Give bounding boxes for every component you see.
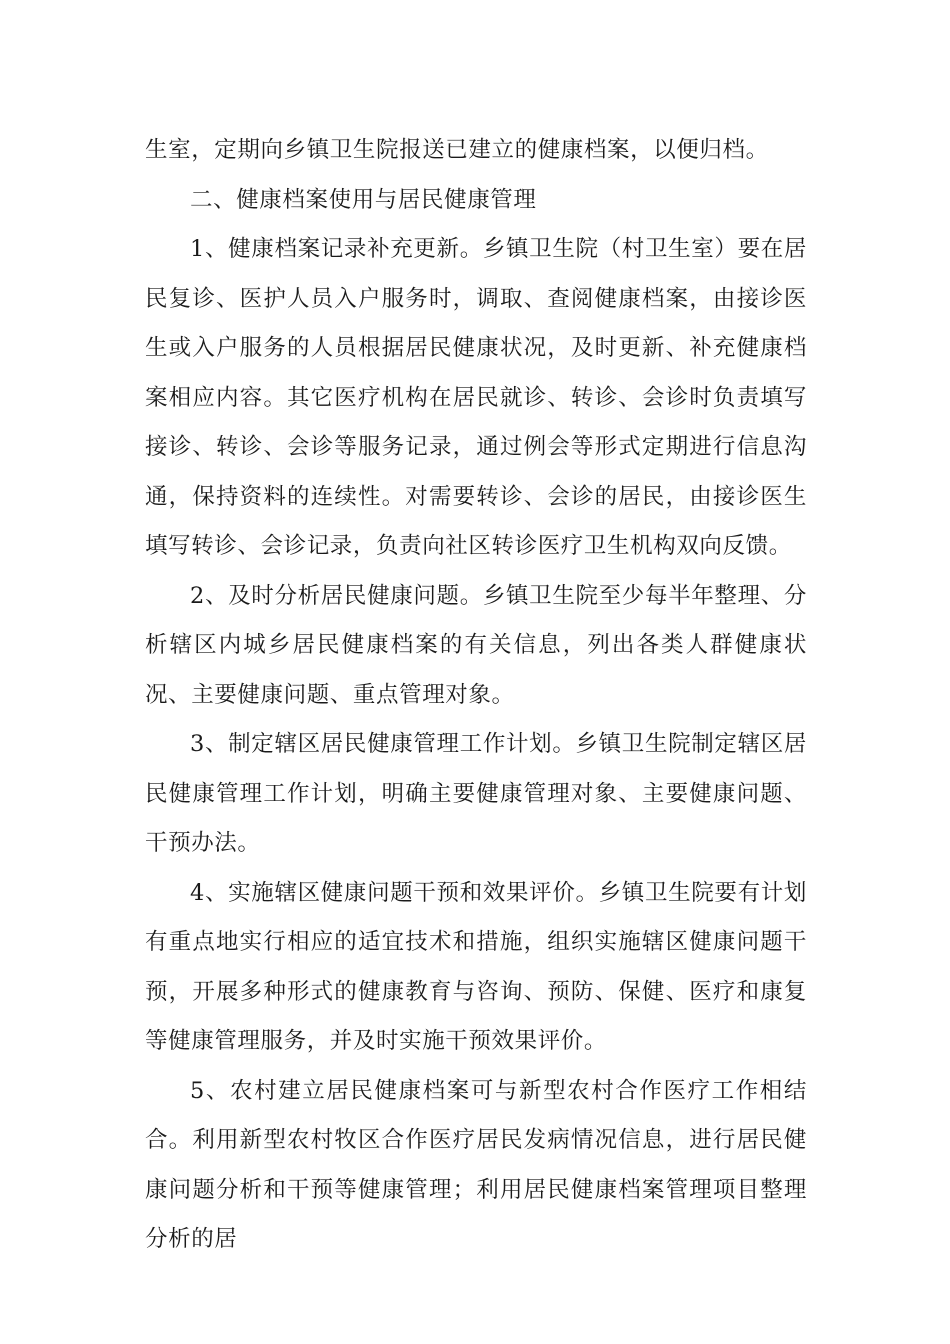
document-body bbox=[145, 126, 807, 1265]
paragraph-item-2: 2、及时分析居民健康问题。乡镇卫生院至少每半年整理、分析辖区内城乡居民健康档案的有关信息，列出各类人群健康状况、主要健康问题、重点管理对象。 bbox=[145, 582, 807, 708]
paragraph-continuation: 生室，定期向乡镇卫生院报送已建立的健康档案，以便归档。 bbox=[145, 137, 769, 163]
paragraph-item-3: 3、制定辖区居民健康管理工作计划。乡镇卫生院制定辖区居民健康管理工作计划，明确主要健康管理对象、主要健康问题、干预办法。 bbox=[145, 731, 807, 856]
paragraph-item-1: 1、健康档案记录补充更新。乡镇卫生院（村卫生室）要在居民复诊、医护人员入户服务时，调取、查阅健康档案，由接诊医生或入户服务的人员根据居民健康状况，及时更新、补充健康档案相应内容。其它医疗机构在居民就诊、转诊、会诊时负责填写接诊、转诊、会诊等服务记录，通过例会等形式定期进行信息沟通，保持资料的连续性。对需要转诊、会诊的居民，由接诊医生填写转诊、会诊记录，负责向社区转诊医疗卫生机构双向反馈。 bbox=[145, 236, 807, 559]
paragraph-item-5: 5、农村建立居民健康档案可与新型农村合作医疗工作相结合。利用新型农村牧区合作医疗居民发病情况信息，进行居民健康问题分析和干预等健康管理；利用居民健康档案管理项目整理分析的居 bbox=[145, 1077, 807, 1252]
paragraph-item-4: 4、实施辖区健康问题干预和效果评价。乡镇卫生院要有计划有重点地实行相应的适宜技术和措施，组织实施辖区健康问题干预，开展多种形式的健康教育与咨询、预防、保健、医疗和康复等健康管理服务，并及时实施干预效果评价。 bbox=[145, 879, 807, 1054]
section-heading: 二、健康档案使用与居民健康管理 bbox=[190, 186, 537, 213]
